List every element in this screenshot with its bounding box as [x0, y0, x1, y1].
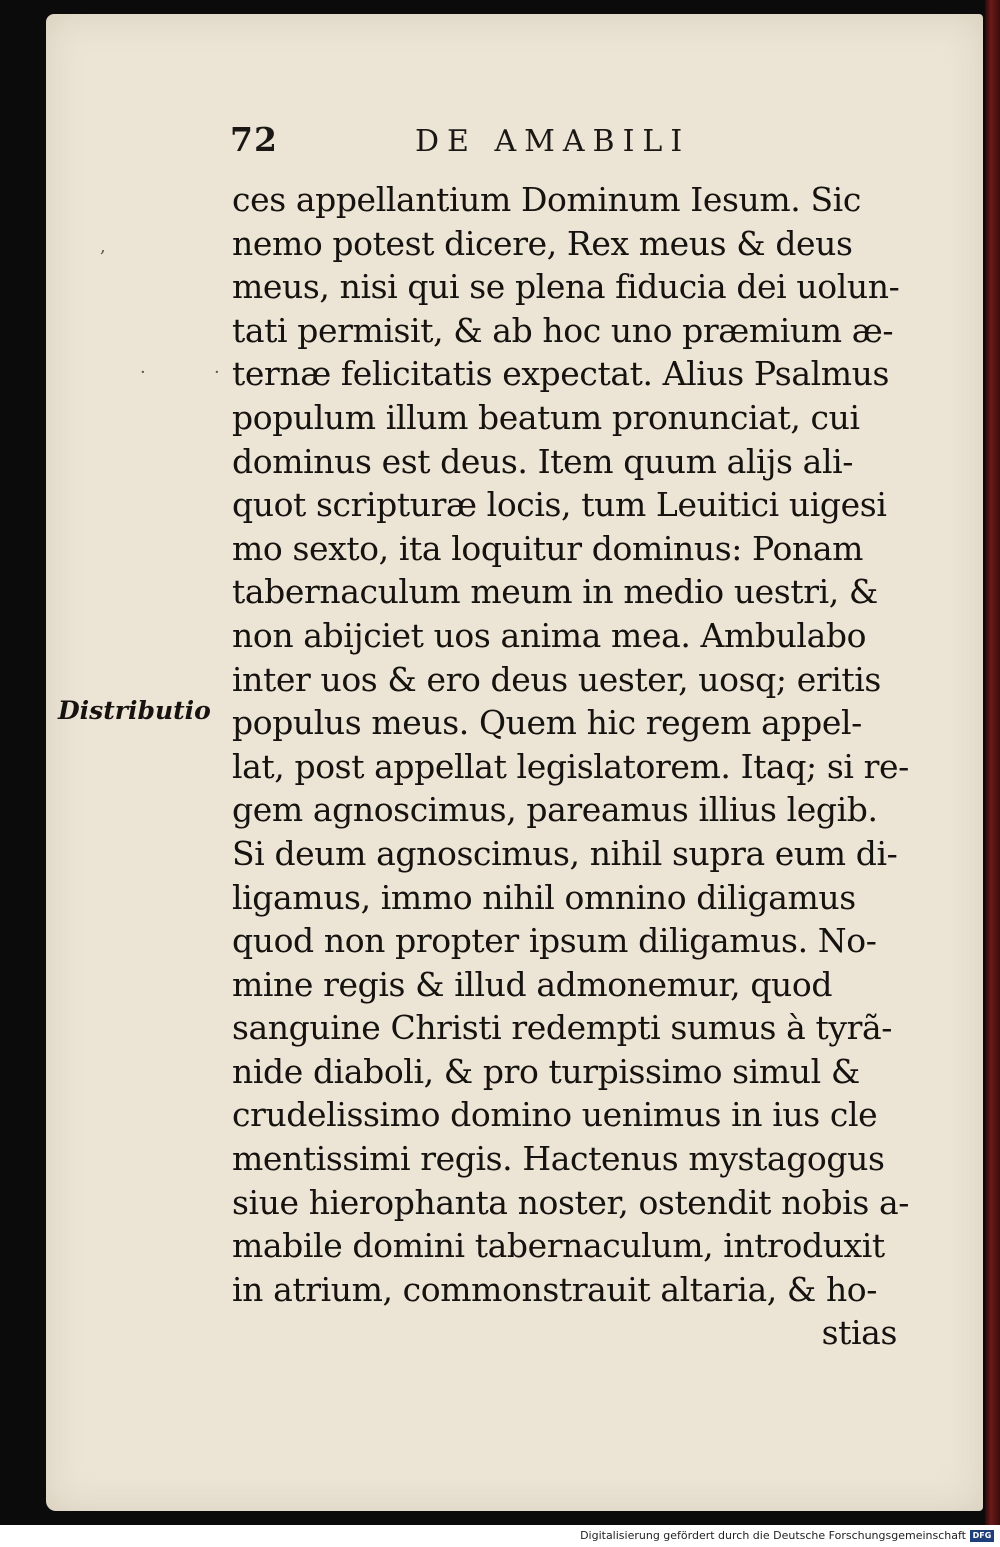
text-line: ligamus, immo nihil omnino diligamus — [232, 877, 856, 917]
stray-mark: , — [100, 236, 106, 257]
text-line: dominus est deus. Item quum alijs ali- — [232, 441, 854, 481]
text-line: crudelissimo domino uenimus in ius cle — [232, 1095, 878, 1135]
body-text — [232, 178, 909, 1355]
text-line: lat, post appellat legislatorem. Itaq; si re- — [232, 746, 909, 786]
text-line: ternæ felicitatis expectat. Alius Psalmus — [232, 354, 890, 394]
marginal-note: Distributio — [58, 696, 211, 725]
footer-credit: Digitalisierung gefördert durch die Deutsche Forschungsgemeinschaft — [580, 1529, 966, 1542]
text-line: populum illum beatum pronunciat, cui — [232, 397, 860, 437]
running-head: DE AMABILI — [415, 124, 691, 159]
text-line: meus, nisi qui se plena fiducia dei uolun- — [232, 267, 900, 307]
text-line: populus meus. Quem hic regem appel- — [232, 703, 862, 743]
book-spine-edge — [985, 0, 1000, 1525]
text-line: sanguine Christi redempti sumus à tyrã- — [232, 1008, 893, 1048]
dfg-logo: DFG — [970, 1530, 994, 1542]
text-line: tabernaculum meum in medio uestri, & — [232, 572, 878, 612]
text-line: in atrium, commonstrauit altaria, & ho- — [232, 1269, 878, 1309]
stray-mark: · — [214, 362, 220, 383]
text-line: non abijciet uos anima mea. Ambulabo — [232, 615, 867, 655]
text-line: quot scripturæ locis, tum Leuitici uigesi — [232, 485, 887, 525]
text-line: Si deum agnoscimus, nihil supra eum di- — [232, 833, 898, 873]
text-line: nide diaboli, & pro turpissimo simul & — [232, 1051, 860, 1091]
text-line: tati permisit, & ab hoc uno præmium æ- — [232, 310, 894, 350]
text-line: nemo potest dicere, Rex meus & deus — [232, 223, 853, 263]
text-line: mentissimi regis. Hactenus mystagogus — [232, 1139, 885, 1179]
text-line: mabile domini tabernaculum, introduxit — [232, 1226, 885, 1266]
text-line: mine regis & illud admonemur, quod — [232, 964, 833, 1004]
text-line: quod non propter ipsum diligamus. No- — [232, 921, 877, 961]
page-header — [230, 120, 890, 166]
text-line: gem agnoscimus, pareamus illius legib. — [232, 790, 878, 830]
text-line: mo sexto, ita loquitur dominus: Ponam — [232, 528, 863, 568]
text-line: siue hierophanta noster, ostendit nobis a- — [232, 1182, 909, 1222]
text-line: ces appellantium Dominum Iesum. Sic — [232, 180, 861, 219]
page-number: 72 — [230, 120, 278, 159]
footer-bar — [0, 1525, 1000, 1547]
text-line: inter uos & ero deus uester, uosq; eritis — [232, 659, 881, 699]
catchword: stias — [821, 1313, 897, 1353]
stray-mark: · — [140, 362, 146, 383]
